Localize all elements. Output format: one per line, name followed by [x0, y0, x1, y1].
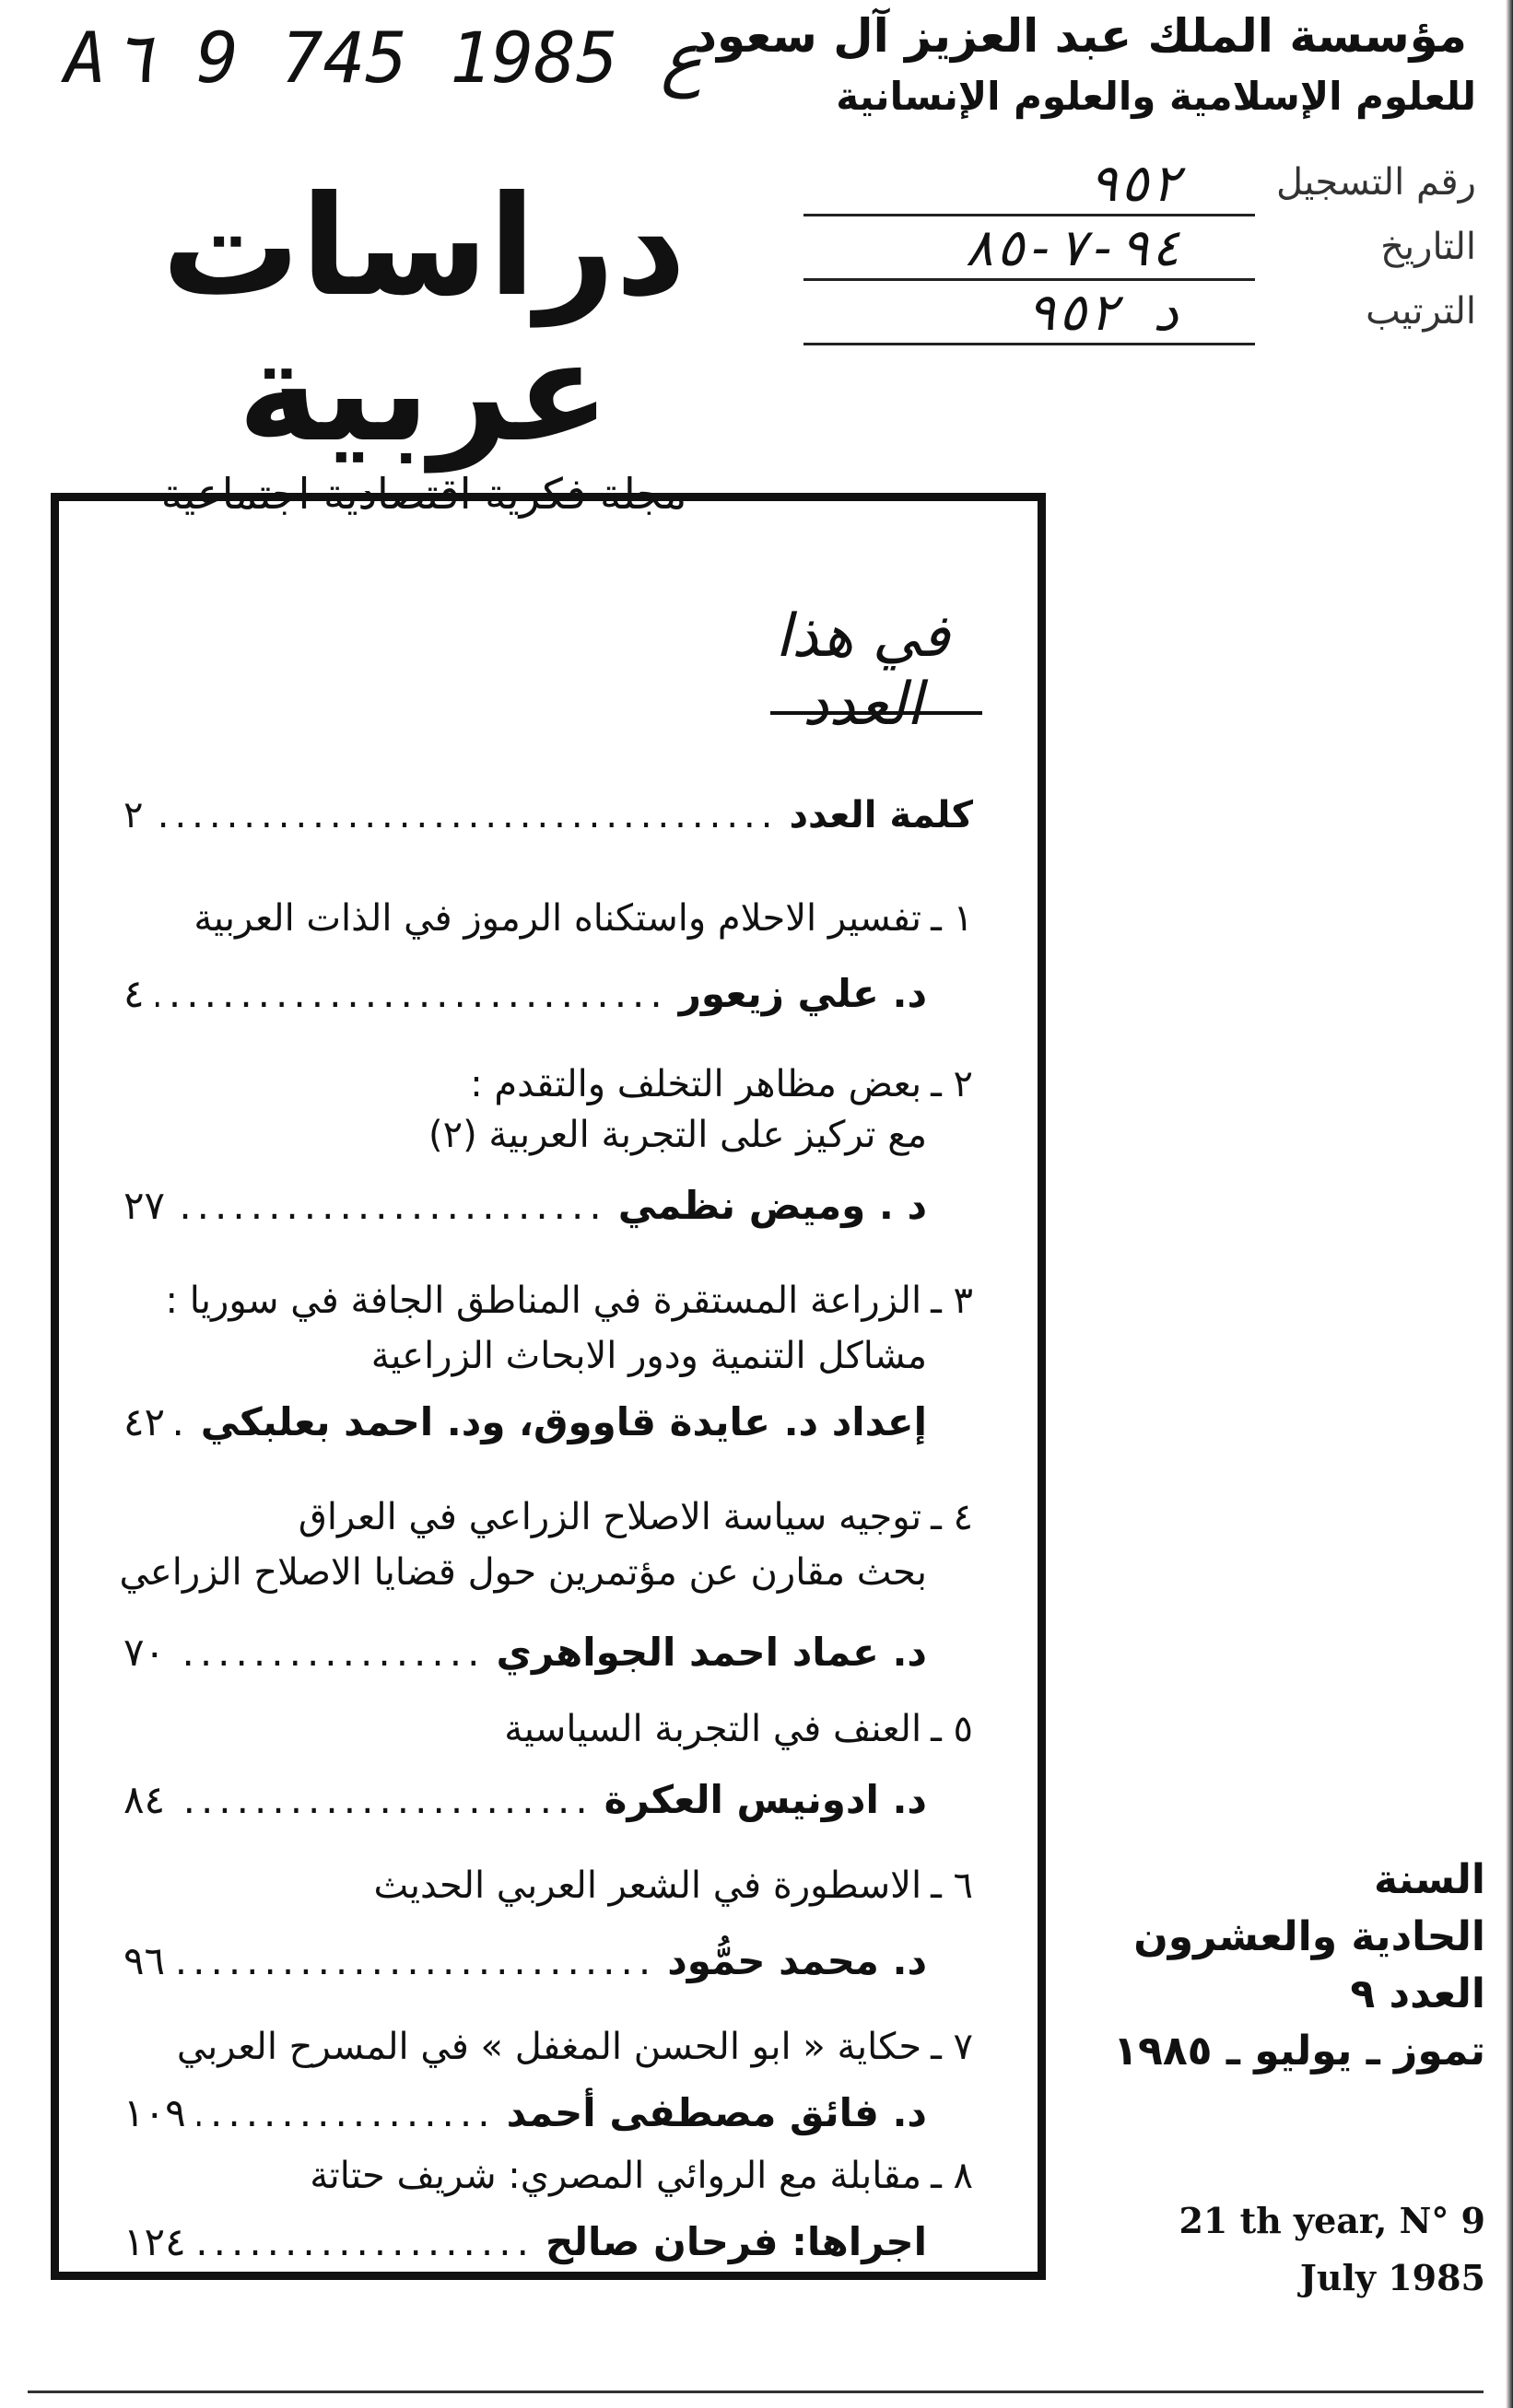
toc-title-text: الزراعة المستقرة في المناطق الجافة في سوريا : — [165, 1280, 922, 1322]
stamp-rule — [803, 278, 1255, 281]
issue-date: تموز ـ يوليو ـ ١٩٨٥ — [1113, 2028, 1485, 2075]
toc-page-number: ٢ — [123, 794, 144, 836]
stamp-institution-line1: مؤسسة الملك عبد العزيز آل سعود — [693, 9, 1467, 63]
toc-leader-dots — [156, 971, 668, 1016]
toc-article-title[interactable] — [123, 2026, 973, 2081]
toc-page-number: ٨٤ — [123, 1777, 166, 1822]
table-of-contents — [51, 493, 1046, 2280]
toc-title-text: توجيه سياسة الاصلاح الزراعي في العراق — [298, 1496, 922, 1538]
stamp-rule — [803, 343, 1255, 345]
toc-title-text: حكاية « ابو الحسن المغفل » في المسرح العربي — [176, 2026, 922, 2068]
page-bottom-rule — [28, 2390, 1484, 2393]
stamp-row-date — [803, 218, 1485, 281]
issue-info-arabic — [1061, 1852, 1485, 2080]
toc-title-text: مع تركيز على التجربة العربية (٢) — [428, 1114, 927, 1156]
toc-author-name: د. عماد احمد الجواهري — [496, 1630, 927, 1675]
toc-article-number: ٦ ـ — [931, 1864, 973, 1907]
toc-leader-dots — [176, 1777, 593, 1822]
toc-article-title-continued — [123, 1114, 927, 1169]
toc-article-number: ٣ ـ — [931, 1280, 973, 1322]
toc-leader-dots — [176, 1183, 607, 1228]
toc-article-number: ٧ ـ — [931, 2026, 973, 2068]
toc-article-author — [123, 1777, 927, 1832]
stamp-value: ٩٤-٧-٨٥ — [963, 218, 1181, 278]
toc-author-name: إعداد د. عايدة قاووق، ود. احمد بعلبكي — [200, 1399, 927, 1444]
issue-date-en: July 1985 — [1299, 2257, 1485, 2298]
toc-article-title-continued — [123, 1335, 927, 1390]
toc-leader-dots — [176, 1399, 190, 1444]
stamp-label: الترتيب — [1366, 290, 1476, 333]
issue-number: العدد ٩ — [1350, 1970, 1485, 2017]
journal-title: دراسات عربية — [161, 167, 686, 473]
toc-article-author — [123, 2090, 927, 2145]
scan-edge — [1506, 0, 1513, 2408]
toc-leader-dots — [197, 2219, 534, 2264]
toc-article-title[interactable] — [123, 897, 973, 953]
contents-header-rule — [770, 711, 982, 715]
issue-year-label: السنة — [1373, 1856, 1485, 1903]
toc-article-author — [123, 2219, 927, 2274]
toc-article-title-continued — [119, 1551, 927, 1607]
toc-title-text: بحث مقارن عن مؤتمرين حول قضايا الاصلاح الزراعي — [119, 1551, 927, 1594]
toc-article-author — [123, 1399, 927, 1455]
stamp-value: د ٩٥٢ — [1026, 283, 1181, 343]
stamp-row-order — [803, 283, 1485, 345]
toc-article-title[interactable] — [123, 1280, 973, 1335]
stamp-label: رقم التسجيل — [1275, 161, 1476, 204]
toc-author-name: د. علي زيعور — [678, 971, 927, 1016]
toc-author-name: د. محمد حمُّود — [667, 1938, 927, 1983]
toc-article-title[interactable] — [123, 2155, 973, 2210]
toc-leader-dots — [197, 2090, 496, 2135]
stamp-rule — [803, 214, 1255, 216]
toc-author-name: د. ادونيس العكرة — [604, 1777, 927, 1822]
toc-article-number: ١ ـ — [931, 897, 973, 940]
toc-leader-dots — [176, 1630, 485, 1675]
issue-year-number-en: 21 th year, N° 9 — [1179, 2200, 1485, 2241]
toc-article-title[interactable] — [123, 1496, 973, 1551]
toc-page-number: ١٠٩ — [123, 2090, 186, 2135]
toc-article-number: ٤ ـ — [931, 1496, 973, 1538]
toc-title-text: تفسير الاحلام واستكناه الرموز في الذات العربية — [194, 897, 922, 940]
toc-page-number: ٤ — [123, 971, 145, 1016]
toc-article-title[interactable] — [123, 1708, 973, 1763]
toc-article-number: ٥ ـ — [931, 1708, 973, 1750]
toc-editorial-label: كلمة العدد — [789, 794, 973, 836]
toc-article-title[interactable] — [123, 1063, 973, 1118]
handwritten-catalog-note: A٦ 9 ع 1985 745 — [65, 17, 703, 99]
toc-title-text: الاسطورة في الشعر العربي الحديث — [373, 1864, 922, 1907]
contents-header: في هذا العدد — [775, 602, 950, 739]
toc-article-number: ٢ ـ — [931, 1063, 973, 1105]
toc-title-text: مشاكل التنمية ودور الابحاث الزراعية — [370, 1335, 927, 1377]
toc-author-name: د. فائق مصطفى أحمد — [506, 2090, 927, 2135]
toc-leader-dots — [176, 1938, 656, 1983]
stamp-value: ٩٥٢ — [1087, 154, 1181, 214]
toc-page-number: ٤٢ — [123, 1399, 166, 1444]
masthead — [55, 167, 792, 519]
stamp-row-registration — [803, 154, 1485, 216]
toc-title-text: بعض مظاهر التخلف والتقدم : — [470, 1063, 922, 1105]
stamp-label: التاريخ — [1380, 226, 1476, 268]
toc-title-text: العنف في التجربة السياسية — [504, 1708, 922, 1750]
journal-subtitle: مجلة فكرية اقتصادية اجتماعية — [160, 469, 687, 519]
toc-article-author — [123, 971, 927, 1026]
library-stamp — [693, 0, 1485, 368]
toc-author-name: اجراها: فرحان صالح — [545, 2219, 927, 2264]
toc-article-author — [123, 1630, 927, 1685]
toc-page-number: ١٢٤ — [123, 2219, 186, 2264]
toc-title-text: مقابلة مع الروائي المصري: شريف حتاتة — [310, 2155, 922, 2197]
toc-article-number: ٨ ـ — [931, 2155, 973, 2197]
toc-leader-dots — [154, 794, 778, 836]
toc-editorial[interactable] — [123, 794, 973, 849]
toc-article-title[interactable] — [123, 1864, 973, 1920]
toc-article-author — [123, 1938, 927, 1993]
stamp-institution-line2: للعلوم الإسلامية والعلوم الإنسانية — [836, 74, 1476, 119]
issue-info-english — [1061, 2192, 1485, 2307]
toc-author-name: د . وميض نظمي — [617, 1183, 927, 1228]
issue-year-value: الحادية والعشرون — [1133, 1913, 1485, 1960]
toc-article-author — [123, 1183, 927, 1238]
toc-page-number: ٧٠ — [123, 1630, 166, 1675]
toc-page-number: ٢٧ — [123, 1183, 166, 1228]
toc-page-number: ٩٦ — [123, 1938, 166, 1983]
